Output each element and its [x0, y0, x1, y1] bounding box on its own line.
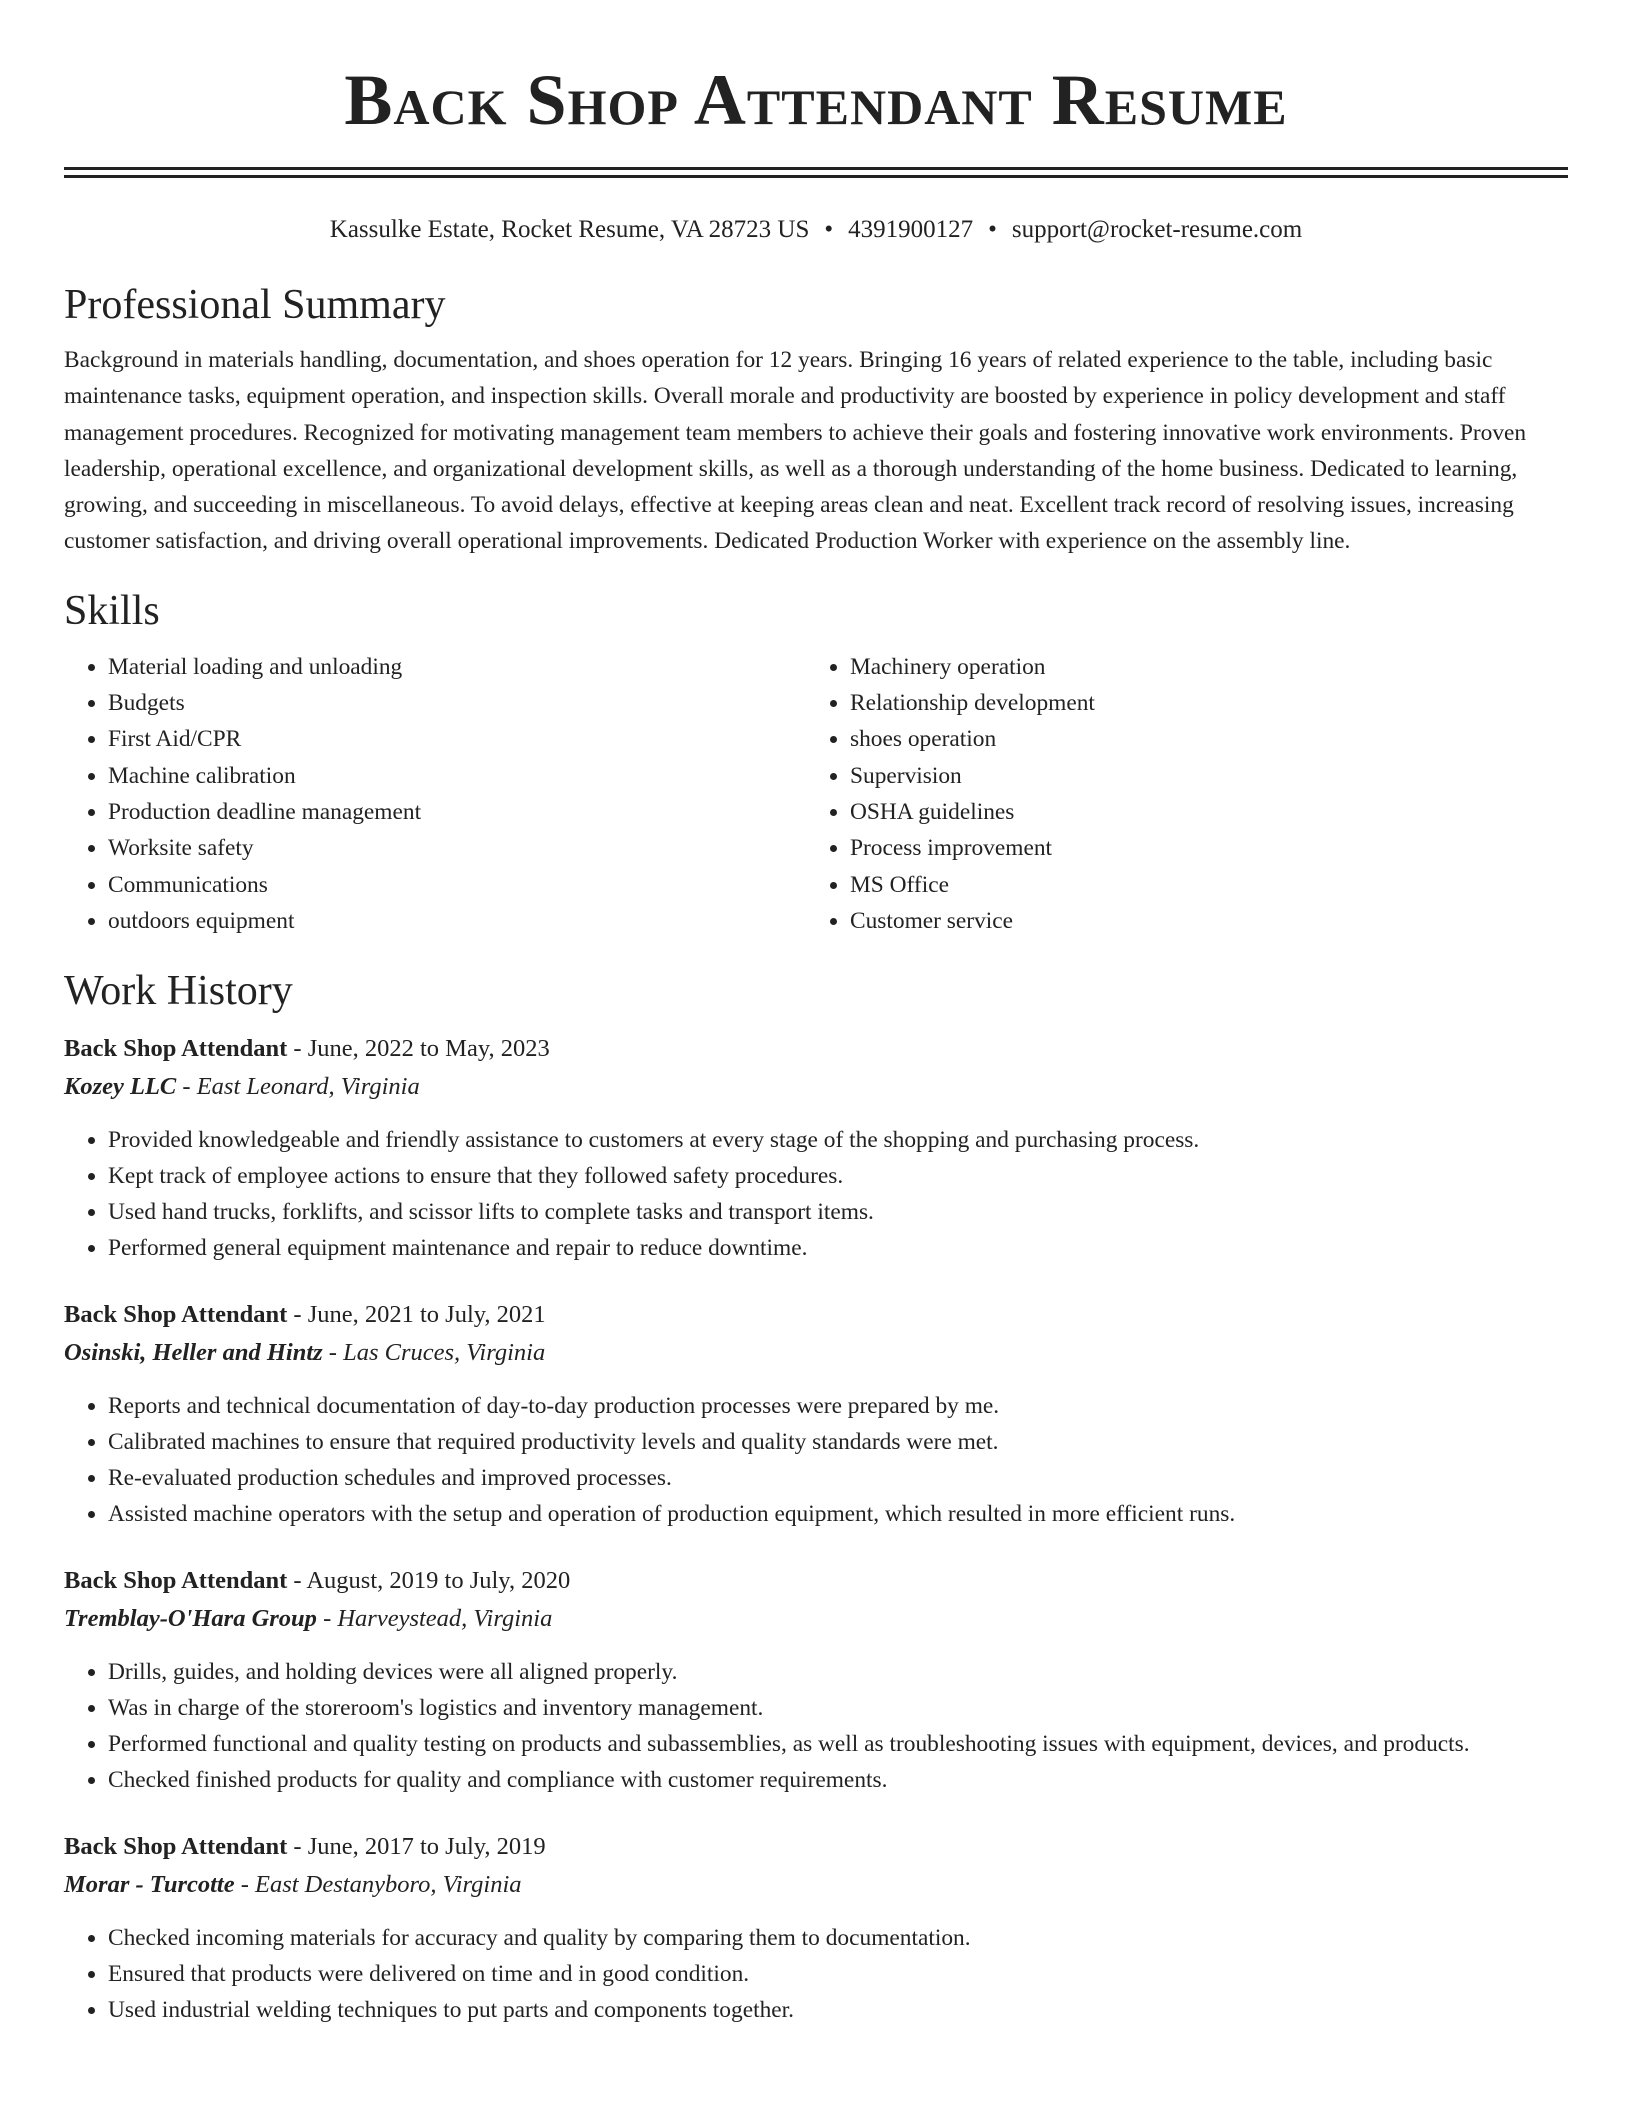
skill-item: • Customer service: [850, 903, 1568, 939]
job-duty: • Kept track of employee actions to ensure that they followed safety procedures.: [108, 1158, 1568, 1194]
job-company-line: [64, 1866, 1568, 1904]
job-entry: [64, 1562, 1568, 1798]
skill-item: • MS Office: [850, 867, 1568, 903]
contact-phone: 4391900127: [848, 216, 974, 243]
job-title: Back Shop Attendant: [64, 1035, 288, 1063]
job-title: Back Shop Attendant: [64, 1567, 288, 1595]
contact-line: [64, 214, 1568, 246]
contact-separator: •: [988, 216, 997, 243]
job-duties: [64, 1920, 1568, 2028]
skill-item: • Process improvement: [850, 830, 1568, 866]
skill-item: • Budgets: [108, 685, 806, 721]
job-company-line: [64, 1600, 1568, 1638]
resume-title: Back Shop Attendant Resume: [344, 60, 1288, 140]
job-duty: • Checked incoming materials for accuracy and quality by comparing them to documentation.: [108, 1920, 1568, 1956]
job-duty: • Performed general equipment maintenance and repair to reduce downtime.: [108, 1230, 1568, 1266]
job-duty: • Provided knowledgeable and friendly assistance to customers at every stage of the shopping and purchasing process.: [108, 1122, 1568, 1158]
job-company: Osinski, Heller and Hintz: [64, 1339, 323, 1367]
skill-item: • outdoors equipment: [108, 903, 806, 939]
skill-item: • First Aid/CPR: [108, 721, 806, 757]
skill-item: • Worksite safety: [108, 830, 806, 866]
work-history-heading: Work History: [64, 968, 293, 1015]
job-dates: - June, 2017 to July, 2019: [287, 1833, 546, 1861]
skills-column-left: [64, 649, 806, 939]
skill-item: • OSHA guidelines: [850, 794, 1568, 830]
contact-address: Kassulke Estate, Rocket Resume, VA 28723 US: [329, 216, 810, 243]
job-title-line: [64, 1030, 1568, 1068]
job-duty: • Ensured that products were delivered on time and in good condition.: [108, 1956, 1568, 1992]
job-location: - Harveystead, Virginia: [316, 1605, 553, 1633]
job-duty: • Re-evaluated production schedules and improved processes.: [108, 1460, 1568, 1496]
job-entry: [64, 1296, 1568, 1532]
job-location: - Las Cruces, Virginia: [322, 1339, 546, 1367]
summary-text: Background in materials handling, documentation, and shoes operation for 12 years. Bringing 16 years of related experience to the table, including basic maintenance tasks, equipment operation, and inspection skills. Overall morale and productivity are boosted by experience in policy development and staff management procedures. Recognized for motivating management team members to achieve their goals and fostering innovative work environments. Proven leadership, operational excellence, and organizational development skills, as well as a thorough understanding of the home business. Dedicated to learning, growing, and succeeding in miscellaneous. To avoid delays, effective at keeping areas clean and neat. Excellent track record of resolving issues, increasing customer satisfaction, and driving overall operational improvements. Dedicated Production Worker with experience on the assembly line.: [64, 347, 1527, 555]
job-company: Morar - Turcotte: [64, 1871, 235, 1899]
job-title-line: [64, 1296, 1568, 1334]
contact-separator: •: [824, 216, 834, 243]
job-company: Tremblay-O'Hara Group: [64, 1605, 317, 1633]
contact-email: support@rocket-resume.com: [1011, 216, 1303, 243]
job-duty: • Drills, guides, and holding devices were all aligned properly.: [108, 1654, 1568, 1690]
skill-item: • Machinery operation: [850, 649, 1568, 685]
job-company: Kozey LLC: [64, 1073, 177, 1101]
job-duties: [64, 1654, 1568, 1798]
job-title-line: [64, 1828, 1568, 1866]
skill-item: • Relationship development: [850, 685, 1568, 721]
skills-column-right: [806, 649, 1568, 939]
resume-page: [64, 0, 1568, 2028]
job-duty: • Reports and technical documentation of day-to-day production processes were prepared by me.: [108, 1388, 1568, 1424]
skill-item: • Material loading and unloading: [108, 649, 806, 685]
job-duty: • Used hand trucks, forklifts, and scissor lifts to complete tasks and transport items.: [108, 1194, 1568, 1230]
job-title-line: [64, 1562, 1568, 1600]
skill-item: • shoes operation: [850, 721, 1568, 757]
job-duty: • Assisted machine operators with the setup and operation of production equipment, which resulted in more efficient runs.: [108, 1496, 1568, 1532]
job-duty: • Calibrated machines to ensure that required productivity levels and quality standards were met.: [108, 1424, 1568, 1460]
title-divider-thin: [64, 175, 1568, 178]
job-duty: • Performed functional and quality testing on products and subassemblies, as well as troubleshooting issues with equipment, devices, and products.: [108, 1726, 1568, 1762]
job-duties: [64, 1388, 1568, 1532]
skills-list: [64, 649, 1568, 939]
skill-item: • Production deadline management: [108, 794, 806, 830]
job-dates: - August, 2019 to July, 2020: [287, 1567, 571, 1595]
job-company-line: [64, 1334, 1568, 1372]
job-dates: - June, 2022 to May, 2023: [287, 1035, 550, 1063]
job-company-line: [64, 1068, 1568, 1106]
job-title: Back Shop Attendant: [64, 1833, 288, 1861]
job-entry: [64, 1030, 1568, 1266]
job-title: Back Shop Attendant: [64, 1301, 288, 1329]
job-duty: • Was in charge of the storeroom's logistics and inventory management.: [108, 1690, 1568, 1726]
skills-heading: Skills: [64, 587, 160, 634]
job-location: - East Destanyboro, Virginia: [234, 1871, 522, 1899]
job-duty: • Used industrial welding techniques to put parts and components together.: [108, 1992, 1568, 2028]
job-location: - East Leonard, Virginia: [176, 1073, 420, 1101]
skill-item: • Supervision: [850, 758, 1568, 794]
job-duty: • Checked finished products for quality and compliance with customer requirements.: [108, 1762, 1568, 1798]
job-duties: [64, 1122, 1568, 1266]
job-entry: [64, 1828, 1568, 2028]
skill-item: • Communications: [108, 867, 806, 903]
summary-heading: Professional Summary: [64, 282, 446, 328]
skill-item: • Machine calibration: [108, 758, 806, 794]
job-dates: - June, 2021 to July, 2021: [287, 1301, 546, 1329]
